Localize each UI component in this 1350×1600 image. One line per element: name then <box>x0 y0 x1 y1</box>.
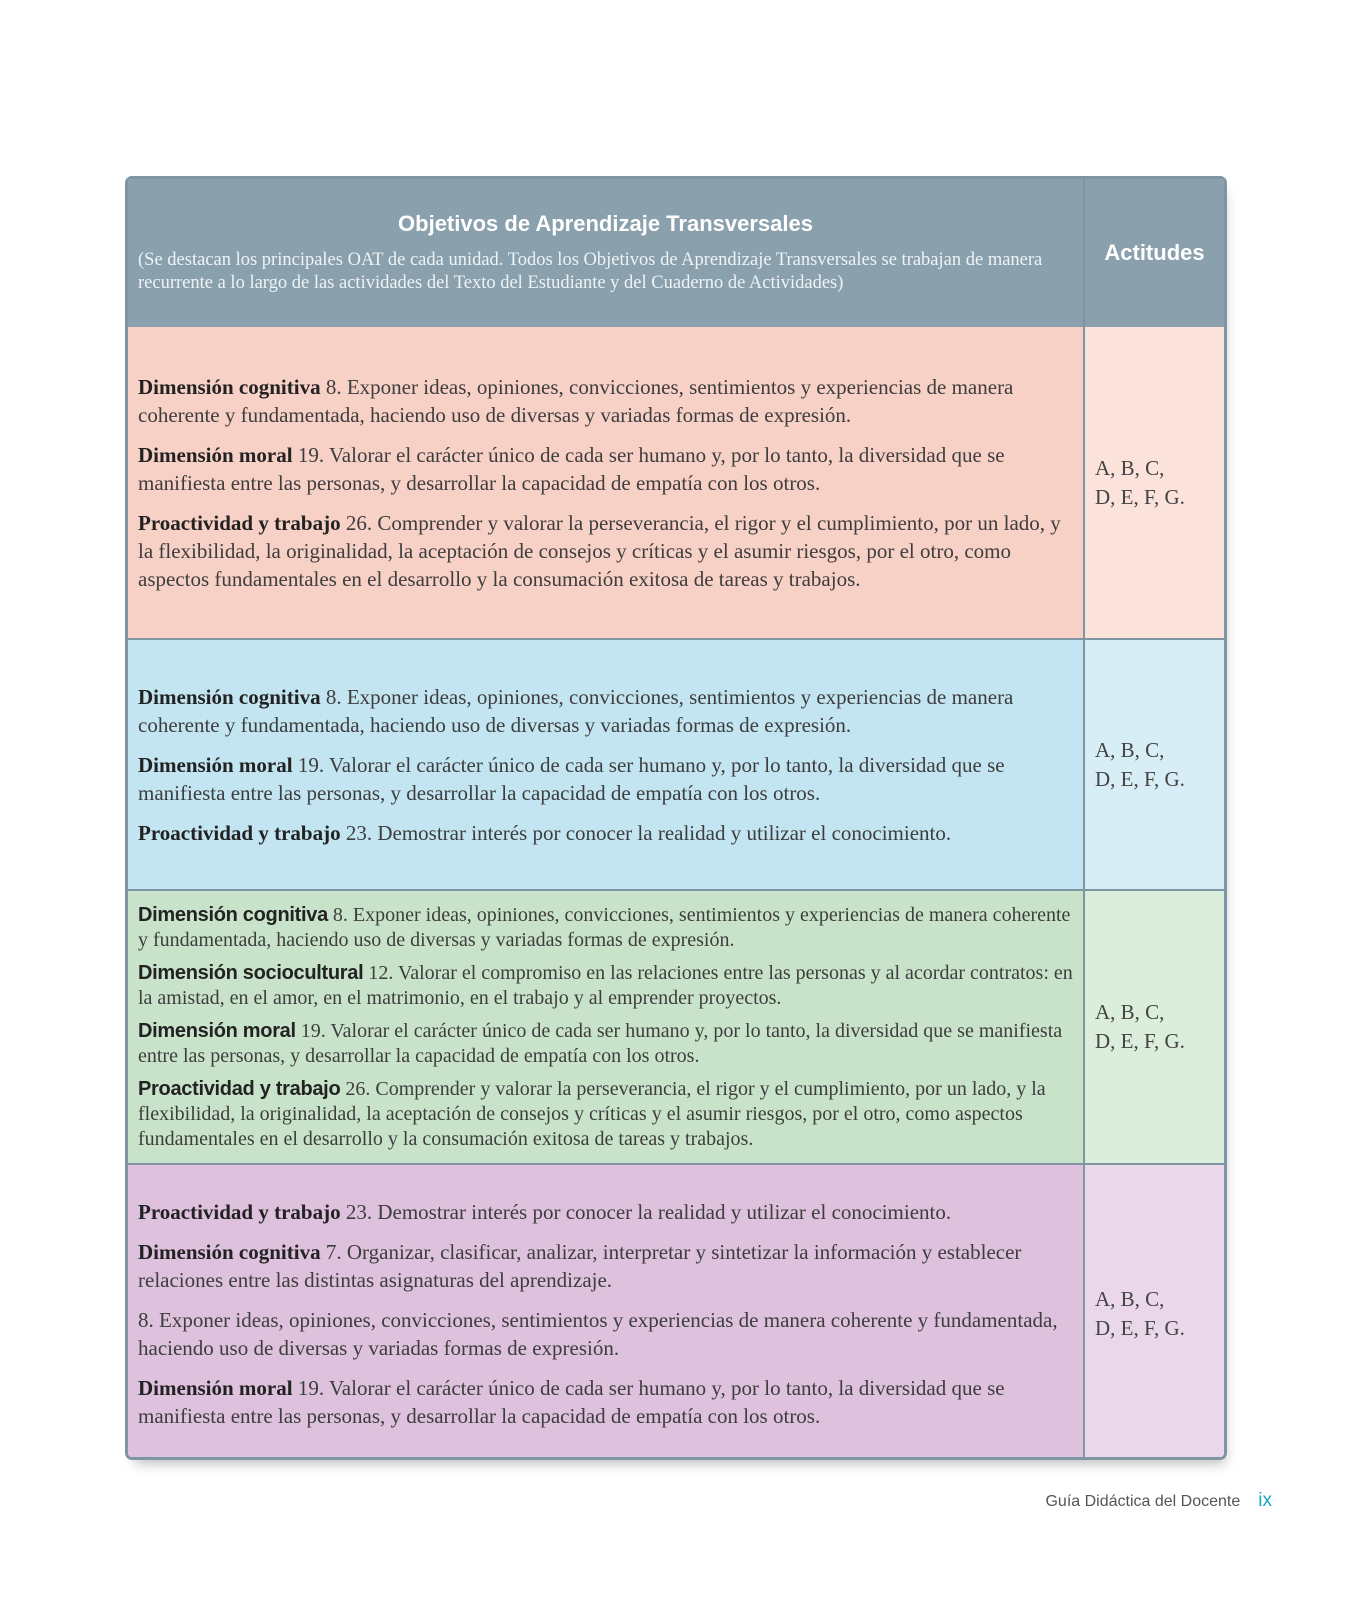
attitudes-cell <box>1085 891 1224 1163</box>
objective-text: 23. Demostrar interés por conocer la realidad y utilizar el conocimiento. <box>340 1200 952 1224</box>
objective-label: Dimensión sociocultural <box>138 961 364 984</box>
objective-label: Dimensión cognitiva <box>138 903 328 926</box>
attitudes-line: D, E, F, G. <box>1095 1029 1185 1053</box>
objective-text: 7. Organizar, clasificar, analizar, interpretar y sintetizar la información y establecer relaciones entre las distintas asignaturas del aprendizaje. <box>138 1240 1022 1292</box>
objective-text: 19. Valorar el carácter único de cada ser humano y, por lo tanto, la diversidad que se manifiesta entre las personas, y desarrollar la capacidad de empatía con los otros. <box>138 1376 1005 1428</box>
attitudes-cell <box>1085 640 1224 889</box>
objective-text: 8. Exponer ideas, opiniones, convicciones, sentimientos y experiencias de manera coherente y fundamentada, haciendo uso de diversas y variadas formas de expresión. <box>138 684 1014 737</box>
objective-label: Dimensión moral <box>138 1019 296 1042</box>
header-title: Objetivos de Aprendizaje Transversales <box>398 211 813 236</box>
objective-text: 23. Demostrar interés por conocer la realidad y utilizar el conocimiento. <box>340 820 952 845</box>
attitudes-line: A, B, C, <box>1095 737 1165 762</box>
objective-item <box>138 1077 1073 1152</box>
objective-item <box>138 1238 1073 1294</box>
table-row <box>128 1165 1224 1460</box>
objective-item <box>138 441 1073 497</box>
objective-label: Dimensión cognitiva <box>138 374 321 399</box>
objective-item <box>138 1198 1073 1226</box>
attitudes-cell <box>1085 1165 1224 1460</box>
objective-text: 26. Comprender y valorar la perseverancia, el rigor y el cumplimiento, por un lado, y la flexibilidad, la originalidad, la aceptación de consejos y críticas y el asumir riesgos, por el otro, como aspectos fundamentales en el desarrollo y la consumación exitosa de tareas y trabajos. <box>138 510 1061 591</box>
footer-title: Guía Didáctica del Docente <box>1045 1493 1241 1510</box>
objective-item <box>138 819 1073 847</box>
objective-text: 12. Valorar el compromiso en las relaciones entre las personas y al acordar contratos: en la amistad, en el amor, en el matrimonio, en el trabajo y al emprender proyectos. <box>138 961 1073 1009</box>
table-row <box>128 640 1224 891</box>
objectives-cell <box>128 1165 1085 1460</box>
objective-text: 19. Valorar el carácter único de cada ser humano y, por lo tanto, la diversidad que se manifiesta entre las personas, y desarrollar la capacidad de empatía con los otros. <box>138 752 1005 805</box>
table-row <box>128 891 1224 1165</box>
objective-label: Dimensión cognitiva <box>138 684 321 709</box>
objective-item <box>138 1019 1073 1069</box>
objective-label: Dimensión moral <box>138 442 293 467</box>
attitudes-line: A, B, C, <box>1095 455 1165 480</box>
objective-item <box>138 1374 1073 1430</box>
attitudes-line: A, B, C, <box>1095 1287 1165 1311</box>
attitudes-line: A, B, C, <box>1095 1000 1165 1024</box>
objectives-cell <box>128 327 1085 638</box>
header-objectives-cell <box>128 179 1085 327</box>
objective-label: Proactividad y trabajo <box>138 820 341 845</box>
objective-item <box>138 683 1073 739</box>
objective-item <box>138 373 1073 429</box>
objective-text: 8. Exponer ideas, opiniones, convicciones, sentimientos y experiencias de manera coherente y fundamentada, haciendo uso de diversas y variadas formas de expresión. <box>138 374 1014 427</box>
header-subtitle: (Se destacan los principales OAT de cada unidad. Todos los Objetivos de Aprendizaje Transversales se trabajan de manera recurrente a lo largo de las actividades del Texto del Estudiante y del Cuaderno de Actividades) <box>138 250 1043 293</box>
objective-label: Proactividad y trabajo <box>138 1200 341 1224</box>
objective-label: Dimensión moral <box>138 1376 293 1400</box>
objective-item <box>138 1306 1073 1362</box>
objective-item <box>138 961 1073 1011</box>
header-attitudes: Actitudes <box>1104 240 1205 265</box>
objective-label: Proactividad y trabajo <box>138 1077 341 1100</box>
objective-label: Dimensión cognitiva <box>138 1240 321 1264</box>
page-footer <box>1045 1490 1272 1512</box>
objective-text: 8. Exponer ideas, opiniones, convicciones, sentimientos y experiencias de manera coherente y fundamentada, haciendo uso de diversas y variadas formas de expresión. <box>138 903 1071 951</box>
objective-text: 8. Exponer ideas, opiniones, convicciones, sentimientos y experiencias de manera coherente y fundamentada, haciendo uso de diversas y variadas formas de expresión. <box>138 1308 1058 1360</box>
objective-text: 19. Valorar el carácter único de cada ser humano y, por lo tanto, la diversidad que se manifiesta entre las personas, y desarrollar la capacidad de empatía con los otros. <box>138 442 1005 495</box>
objective-item <box>138 903 1073 953</box>
objective-label: Dimensión moral <box>138 752 293 777</box>
oat-table <box>125 176 1227 1460</box>
objective-text: 19. Valorar el carácter único de cada ser humano y, por lo tanto, la diversidad que se manifiesta entre las personas, y desarrollar la capacidad de empatía con los otros. <box>138 1019 1063 1067</box>
table-row <box>128 327 1224 640</box>
attitudes-line: D, E, F, G. <box>1095 484 1185 509</box>
attitudes-line: D, E, F, G. <box>1095 1316 1185 1340</box>
objectives-cell <box>128 640 1085 889</box>
page-number: ix <box>1258 1490 1272 1511</box>
objective-text: 26. Comprender y valorar la perseverancia, el rigor y el cumplimiento, por un lado, y la flexibilidad, la originalidad, la aceptación de consejos y críticas y el asumir riesgos, por el otro, como aspectos fundamentales en el desarrollo y la consumación exitosa de tareas y trabajos. <box>138 1077 1046 1150</box>
attitudes-line: D, E, F, G. <box>1095 766 1185 791</box>
table-header <box>128 179 1224 329</box>
objective-label: Proactividad y trabajo <box>138 510 341 535</box>
objectives-cell <box>128 891 1085 1163</box>
objective-item <box>138 509 1073 593</box>
attitudes-cell <box>1085 327 1224 638</box>
objective-item <box>138 751 1073 807</box>
